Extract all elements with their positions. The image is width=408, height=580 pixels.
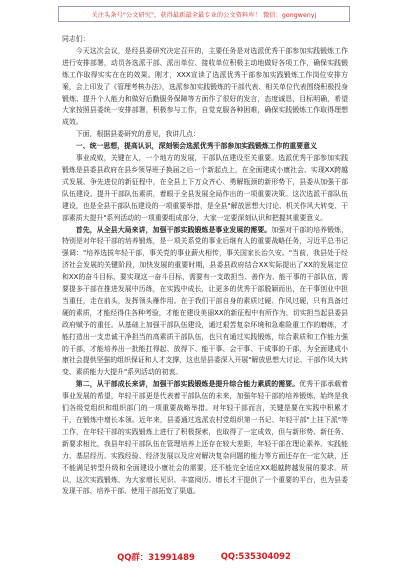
banner-text: 关注头条号"公文研究"，获得最新最全最专业的公文资料库！ 微信：gongwenyj: [91, 11, 317, 19]
greeting: 同志们：: [62, 35, 90, 43]
paragraph-text: 加强对干部的培养锻炼，特别是对年轻干部的培养锻炼，是一项关系党的事业后继有人的重要战略任务，习近平总书记强调："培养选拔年轻干部，事关党的事业薪火相传，事关国家长治久安。"当前，我县处于经济社会发展的关键阶段，加快发展的重要时期，县委县政府结合XX实际提出了XX的发展定位和XX的奋斗目标，要实现这一奋斗目标，需要有一支敢担当、善作为、能干事的干部队伍，需要提多干部在推进发展中历练，在实践中成长，让更多的优秀干部脱颖而出，在干事创业中担当重任，走在前头，发挥领头雁作用。在于我们干部自身的素质过硬、作风过硬，只有具备过硬的素质，才能经得住各种考验，才能在建设美丽XX的新征程中有所作为，切实担当起县委县政府赋予的重任。从基础上加强干部队伍建设，通过艰苦复杂环境和急难险重工作的磨练，才能打造出一支忠诚干净担当的高素质干部队伍，也只有通过实践锻炼，综合素质和工作能力强的干部，才能培养出一批能扛得起、放得下、能干事、会干事、干成事的干部，为全面建成小康社会提供坚强的组织保证和人才支撑，这也是县委深入开展"解放思想大讨论、干部作风大转变、素质能力大提升"系列活动的初衷。: [62, 225, 349, 377]
paragraph-text: 下面，根据县委研究的意见，我讲几点：: [75, 130, 200, 139]
paragraph-lead: 第二，从干部成长来讲，加强干部实践锻炼是提升综合能力素质的需要。: [75, 380, 300, 389]
paragraph: [62, 379, 348, 498]
paragraph-text: 今天这次会议，是经县委研究决定召开的，主要任务是对选派优秀干部参加实践锻炼工作进行安排部署，动员各选派干部、派出单位、接收单位积极主动地做好各项工作，确保实践锻炼工作取得实实在在的效果。刚才，XXX宣读了选派优秀干部参加实践锻炼工作岗位安排方案，会上印发了《管理考核办法》，选派参加实践锻炼的干部代表、相关单位代表围绕积极投身锻炼、提升个人能力和做好后勤服务保障等方面作了很好的发言，态度诚恳，目标明确，希望大家按照县委统一安排部署，积极参与工作，自觉克服各种困难，确保实践锻炼工作取得理想成效。: [62, 46, 348, 127]
paragraph: [62, 46, 348, 129]
paragraph: [62, 141, 348, 153]
footer-qq: QQ:535304092: [220, 551, 291, 561]
paragraph-lead: 首先，从全县大局来讲，加强干部实践锻炼是事业发展的需要。: [75, 225, 272, 234]
paragraph-text: 一、统一思想，提高认识，深刻领会选派优秀干部参加实践锻炼工作的重要意义: [75, 142, 317, 151]
paragraph: [62, 225, 348, 380]
document-body: [62, 34, 348, 498]
paragraph-list: [62, 46, 348, 498]
footer-qq-group: QQ群：31991489: [117, 552, 195, 562]
paragraph: [62, 153, 348, 224]
paragraph-text: 事业成败，关键在人，一个地方的发展，干部队伍建设至关重要。选派优秀干部参加实践锻炼是县委县政府在县乡领导班子换届之后一个新起点上，在全面建成小康社会、实现XX跨越式发展、争先进位的新征程中，在全县上下万众齐心、勇解瓶颈的新形势下，县委从加强干部队伍建设、提升干部队伍素质，着眼于全县发展全局作出的一项重要决策。这次选派干部队伍建设，也是全县干部队伍建设的一项重要举措，是全县"解放思想大讨论、机关作风大转变、干部素质大提升"系列活动的一项重要组成部分，大家一定要深刻认识和把握其重要意义。: [62, 154, 348, 222]
footer: [0, 551, 408, 563]
paragraph-text: 优秀干部承载着事业发展的希望，年轻干部更是代表着干部队伍的未来，加强年轻干部的培养锻炼，始终是我们各级党组织和组织部门的一项重要战略举措。对年轻干部而言，关键是要在实践中积累才干，在锻炼中增长本领。近年来，县委通过选派农村党组织第一书记、年轻干部"上挂下派"等工作，在年轻干部的实践锻炼上进行了积极探索，也取得了一定成效，但与新形势、新任务、新要求相比，我县年轻干部队伍在管理培养上还存在较大差距，年轻干部在理论素养、实践能力、基层经历、实践经验、经济发展以及应对解决复杂问题的能力等方面还存在一定欠缺，还不能满足转型升级和全面建设小康社会的需要，还不能完全适应XX超越跨越发展的要求。所以，这次实践锻炼，为大家增长见识、丰富阅历、增长才干提供了一个重要的平台，也为县委发现干部、培养干部、使用干部拓宽了渠道。: [62, 380, 349, 496]
top-promo-banner: [58, 6, 350, 22]
paragraph: [62, 129, 348, 141]
